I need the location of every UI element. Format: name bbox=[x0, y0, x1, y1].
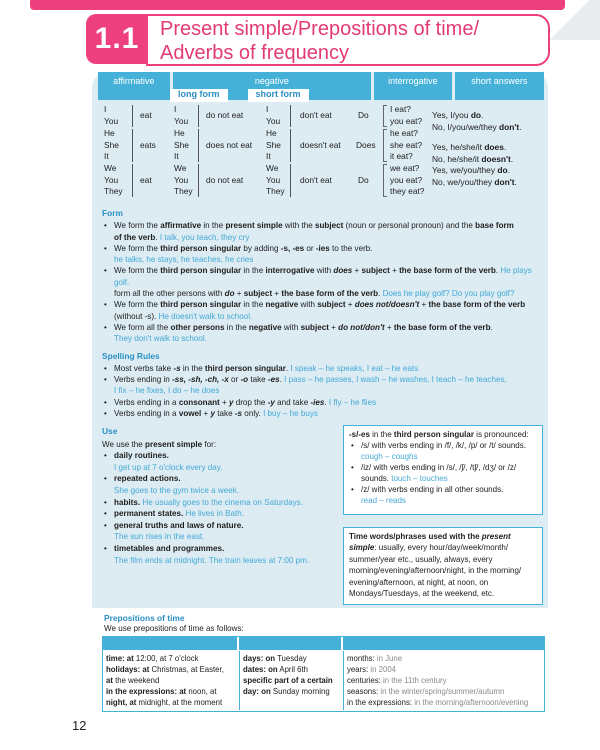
neg-long-pronouns-1: I You bbox=[174, 104, 189, 126]
aff-verb-3: eat bbox=[140, 175, 152, 185]
prep-col-in: months: in June years: in 2004 centuries: in the 11th century seasons: in the winter/spring/summer/autumn in the expressions: in the morning/afternoon/evening bbox=[347, 654, 529, 707]
divider bbox=[290, 129, 291, 162]
prepositions-table bbox=[102, 636, 545, 712]
subheader-long-form: long form bbox=[170, 89, 228, 102]
prep-col-on: days: on Tuesday dates: on April 6th specific part of a certain day: on Sunday morning bbox=[240, 651, 344, 710]
neg-short-pronouns-3: We You They bbox=[266, 163, 285, 197]
negative-subheaders bbox=[170, 89, 360, 102]
divider bbox=[290, 164, 291, 197]
neg-long-pronouns-2: He She It bbox=[174, 128, 189, 162]
list-item: • Verbs ending in a vowel + y take -s only. I buy – he buys bbox=[102, 408, 546, 419]
divider bbox=[290, 105, 291, 127]
list-item: • repeated actions. She goes to the gym twice a week. bbox=[102, 473, 342, 496]
divider bbox=[198, 164, 199, 197]
list-item: • permanent states. He lives in Bath. bbox=[102, 508, 342, 520]
list-item: • /iz/ with verbs ending in /s/, /ʃ/, /tʃ/, /dʒ/ or /z/ sounds. touch – touches bbox=[349, 462, 537, 484]
list-item: • We form the third person singular in the interrogative with does + subject + the base form of the verb. He plays golf. form all the other persons with do + subject + the base form of the verb. Does he play golf? Do you play golf? bbox=[102, 265, 546, 299]
use-section bbox=[102, 426, 342, 566]
prepositions-header bbox=[103, 637, 544, 650]
spelling-list bbox=[102, 363, 546, 419]
interrog-aux-1: Do bbox=[358, 110, 369, 120]
interrog-aux-3: Do bbox=[358, 175, 369, 185]
pronunciation-title: -s/-es in the third person singular is pronounced: bbox=[349, 430, 529, 439]
neg-short-verb-3: don't eat bbox=[300, 175, 332, 185]
interrog-questions-2: he eat? she eat? it eat? bbox=[390, 128, 423, 162]
neg-long-verb-1: do not eat bbox=[206, 110, 244, 120]
neg-long-verb-2: does not eat bbox=[206, 140, 253, 150]
unit-number: 1.1 bbox=[86, 14, 148, 64]
page-number: 12 bbox=[72, 718, 87, 733]
list-item: • Most verbs take -s in the third person singular. I speak – he speaks, I eat – he eats bbox=[102, 363, 546, 374]
list-item: • general truths and laws of nature. The sun rises in the east. bbox=[102, 520, 342, 543]
aff-pronouns-2: He She It bbox=[104, 128, 119, 162]
form-title: Form bbox=[102, 208, 123, 218]
header-interrogative: interrogative bbox=[374, 72, 451, 100]
top-bar bbox=[30, 0, 565, 10]
use-list bbox=[102, 450, 342, 566]
aff-pronouns-3: We You They bbox=[104, 163, 123, 197]
interrog-questions-1: I eat? you eat? bbox=[390, 104, 423, 126]
header-affirmative: affirmative bbox=[98, 72, 170, 100]
list-item: • We form the third person singular by adding -s, -es or -ies to the verb. he talks, he stays, he teaches, he cries bbox=[102, 243, 546, 266]
page-title bbox=[146, 14, 550, 66]
list-item: • We form all the other persons in the negative with subject + do not/don't + the base form of the verb. They don't walk to school. bbox=[102, 322, 546, 345]
list-item: • /z/ with verbs ending in all other sounds. read – reads bbox=[349, 484, 537, 506]
form-list bbox=[102, 220, 546, 344]
aff-verb-2: eats bbox=[140, 140, 156, 150]
title-line-2: Adverbs of frequency bbox=[160, 42, 349, 64]
neg-short-verb-1: don't eat bbox=[300, 110, 332, 120]
neg-short-pronouns-1: I You bbox=[266, 104, 281, 126]
time-words-box: Time words/phrases used with the present simple: usually, every hour/day/week/month/ summer/year etc., usually, always, every morning/evening/afternoon/night, in the morning/ evening/afternoon, at night, at noon, on Mondays/Tuesdays, at the weekend, etc. bbox=[343, 527, 543, 605]
aff-pronouns-1: I You bbox=[104, 104, 119, 126]
divider bbox=[132, 105, 133, 127]
pronunciation-list bbox=[349, 440, 537, 506]
neg-long-verb-3: do not eat bbox=[206, 175, 244, 185]
bracket bbox=[383, 105, 387, 127]
header-short-answers: short answers bbox=[455, 72, 544, 100]
use-title: Use bbox=[102, 426, 118, 436]
divider bbox=[198, 129, 199, 162]
list-item: • We form the affirmative in the present simple with the subject (noun or personal pronoun) and the base form of the verb. I talk, you teach, they cry bbox=[102, 220, 546, 243]
title-line-1: Present simple/Prepositions of time/ bbox=[160, 18, 480, 40]
interrog-aux-2: Does bbox=[356, 140, 376, 150]
bracket bbox=[383, 129, 387, 162]
short-answers: Yes, I/you do. No, I/you/we/they don't. Yes, he/she/it does. No, he/she/it doesn't. Yes, we/you/they do. No, we/you/they don't. bbox=[432, 110, 522, 187]
header-negative: negative bbox=[173, 72, 372, 100]
spelling-title: Spelling Rules bbox=[102, 350, 160, 361]
list-item: • We form the third person singular in the negative with subject + does not/doesn't + the base form of the verb (without -s). He doesn't walk to school. bbox=[102, 299, 546, 322]
prepositions-title: Prepositions of time bbox=[104, 613, 185, 623]
list-item: • Verbs ending in -ss, -sh, -ch, -x or -o take -es. I pass – he passes, I wash – he washes, I teach – he teaches, I fix – he fixes, I do – he does bbox=[102, 374, 546, 397]
bracket bbox=[383, 164, 387, 197]
prepositions-intro: We use prepositions of time as follows: bbox=[104, 624, 244, 633]
neg-short-verb-2: doesn't eat bbox=[300, 140, 341, 150]
list-item: • Verbs ending in a consonant + y drop the -y and take -ies. I fly – he flies bbox=[102, 397, 546, 408]
neg-short-pronouns-2: He She It bbox=[266, 128, 281, 162]
prep-col-at: time: at 12:00, at 7 o'clock holidays: at Christmas, at Easter, at the weekend in the expressions: at noon, at night, at midnight, at the moment bbox=[103, 651, 240, 710]
interrog-questions-3: we eat? you eat? they eat? bbox=[390, 163, 425, 197]
aff-verb-1: eat bbox=[140, 110, 152, 120]
list-item: • daily routines. I get up at 7 o'clock every day. bbox=[102, 450, 342, 473]
pronunciation-box bbox=[343, 425, 543, 515]
subheader-short-form: short form bbox=[248, 89, 309, 102]
divider bbox=[132, 129, 133, 162]
list-item: • /s/ with verbs ending in /f/, /k/, /p/ or /t/ sounds. cough – coughs bbox=[349, 440, 537, 462]
form-and-spelling bbox=[102, 208, 546, 419]
divider bbox=[198, 105, 199, 127]
list-item: • habits. He usually goes to the cinema on Saturdays. bbox=[102, 497, 342, 509]
neg-long-pronouns-3: We You They bbox=[174, 163, 193, 197]
divider bbox=[132, 164, 133, 197]
prepositions-body bbox=[103, 650, 544, 710]
use-intro: We use the present simple for: bbox=[102, 439, 217, 449]
list-item: • timetables and programmes. The film ends at midnight. The train leaves at 7:00 pm. bbox=[102, 543, 342, 566]
